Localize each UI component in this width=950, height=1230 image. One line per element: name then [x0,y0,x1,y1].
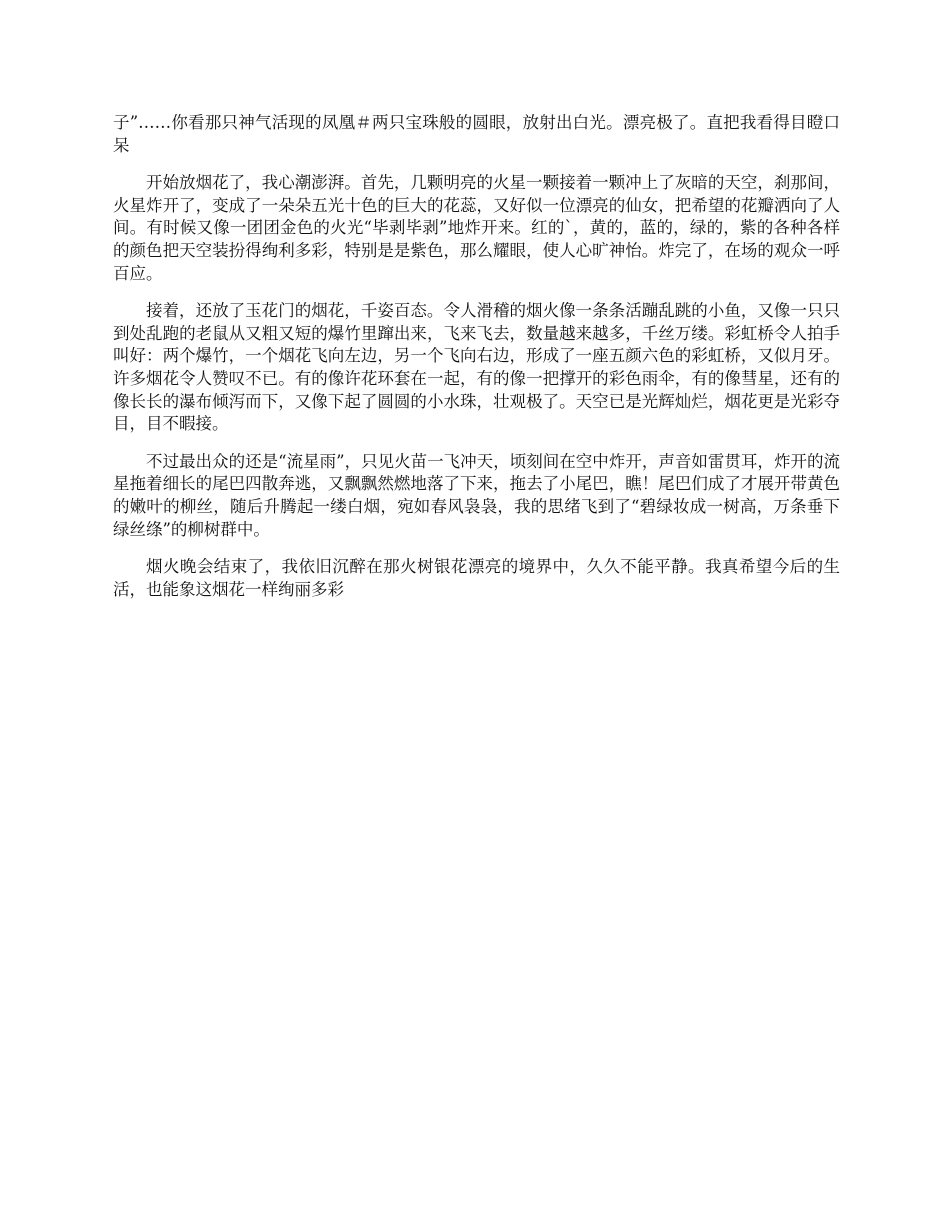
paragraph-meteor-shower: 不过最出众的还是“流星雨”，只见火苗一飞冲天，顷刻间在空中炸开，声音如雷贯耳，炸开的流星拖着细长的尾巴四散奔逃，又飘飘然燃地落了下来，拖去了小尾巴，瞧！尾巴们成了才展开带黄色的嫩叶的柳丝，随后升腾起一缕白烟，宛如春风袅袅，我的思绪飞到了“碧绿妆成一树高，万条垂下绿丝绦”的柳树群中。 [113,451,840,539]
paragraph-yuhuamen-fireworks: 接着，还放了玉花门的烟花，千姿百态。令人滑稽的烟火像一条条活蹦乱跳的小鱼，又像一只只到处乱跑的老鼠从又粗又短的爆竹里蹿出来，飞来飞去，数量越来越多，千丝万缕。彩虹桥令人拍手叫好：两个爆竹，一个烟花飞向左边，另一个飞向右边，形成了一座五颜六色的彩虹桥，又似月牙。许多烟花令人赞叹不已。有的像许花环套在一起，有的像一把撑开的彩色雨伞，有的像彗星，还有的像长长的瀑布倾泻而下，又像下起了圆圆的小水珠，壮观极了。天空已是光辉灿烂，烟花更是光彩夺目，目不暇接。 [113,301,840,434]
paragraph-fireworks-start: 开始放烟花了，我心潮澎湃。首先，几颗明亮的火星一颗接着一颗冲上了灰暗的天空，刹那间，火星炸开了，变成了一朵朵五光十色的巨大的花蕊，又好似一位漂亮的仙女，把希望的花瓣洒向了人间。有时候又像一团团金色的火光“毕剥毕剥”地炸开来。红的`，黄的，蓝的，绿的，紫的各种各样的颜色把天空装扮得绚利多彩，特别是是紫色，那么耀眼，使人心旷神怡。炸完了，在场的观众一呼百应。 [113,173,840,283]
paragraph-continuation: 子”……你看那只神气活现的凤凰＃两只宝珠般的圆眼，放射出白光。漂亮极了。直把我看得目瞪口呆 [113,113,840,155]
document-body [113,112,840,616]
paragraph-conclusion: 烟火晚会结束了，我依旧沉醉在那火树银花漂亮的境界中，久久不能平静。我真希望今后的生活，也能象这烟花一样绚丽多彩 [113,557,840,599]
